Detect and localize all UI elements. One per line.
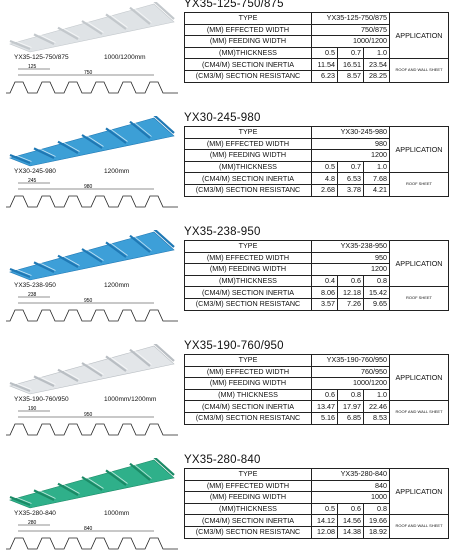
section-resistance-label: (CM3/M) SECTION RESISTANC: [185, 184, 312, 196]
width-caption: 1200mm: [104, 168, 130, 175]
spec-row-type: [185, 469, 449, 481]
type-label: TYPE: [185, 13, 312, 25]
model-caption: YX35-280-840: [14, 510, 56, 517]
spec-table: [184, 240, 449, 311]
effected-width-value: 750/875: [312, 24, 390, 36]
spec-row-type: [185, 13, 449, 25]
section-inertia-value: 11.54: [312, 59, 338, 71]
section-inertia-value: 14.12: [312, 515, 338, 527]
section-resistance-value: 5.16: [312, 412, 338, 424]
section-inertia-value: 13.47: [312, 401, 338, 413]
effected-width-label: (MM) EFFECTED WIDTH: [185, 138, 312, 150]
model-caption: YX35-238-950: [14, 282, 56, 289]
thickness-value: 0.5: [312, 503, 338, 515]
thickness-value: 0.7: [338, 161, 364, 173]
section-inertia-label: (CM4/M) SECTION INERTIA: [185, 515, 312, 527]
thickness-label: (MM)THICKNESS: [185, 275, 312, 287]
spec-table: [184, 468, 449, 539]
feeding-width-value: 1200: [312, 264, 390, 276]
thickness-label: (MM) THICKNESS: [185, 389, 312, 401]
product-section: [0, 342, 474, 445]
product-title: YX35-190-760/950: [184, 340, 284, 352]
feeding-width-value: 1000: [312, 492, 390, 504]
application-label: APPLICATION: [390, 355, 449, 401]
sheet-image: [4, 458, 176, 510]
dimension-label: 750: [84, 70, 93, 76]
type-value: YX35-280-840: [312, 469, 390, 481]
application-note: ROOF AND WALL SHEET: [390, 515, 449, 538]
profile-drawing: [4, 291, 180, 329]
thickness-value: 0.8: [364, 275, 390, 287]
width-caption: 1000/1200mm: [104, 54, 146, 61]
spec-row-section-inertia: [185, 173, 449, 185]
type-label: TYPE: [185, 355, 312, 367]
section-inertia-value: 8.06: [312, 287, 338, 299]
section-resistance-value: 9.65: [364, 298, 390, 310]
spec-table: [184, 354, 449, 425]
section-resistance-value: 8.57: [338, 70, 364, 82]
profile-drawing: [4, 405, 180, 443]
width-caption: 1000mm/1200mm: [104, 396, 157, 403]
product-illustration: [0, 456, 182, 559]
product-title: YX30-245-980: [184, 112, 261, 124]
effected-width-value: 950: [312, 252, 390, 264]
thickness-value: 1.0: [364, 47, 390, 59]
dimension-label: 280: [28, 520, 37, 526]
section-resistance-value: 4.21: [364, 184, 390, 196]
section-resistance-value: 2.68: [312, 184, 338, 196]
section-inertia-label: (CM4/M) SECTION INERTIA: [185, 401, 312, 413]
width-caption: 1000mm: [104, 510, 130, 517]
product-illustration: [0, 228, 182, 331]
thickness-label: (MM)THICKNESS: [185, 47, 312, 59]
profile-line: [6, 538, 178, 549]
feeding-width-label: (MM) FEEDING WIDTH: [185, 264, 312, 276]
feeding-width-label: (MM) FEEDING WIDTH: [185, 492, 312, 504]
feeding-width-value: 1000/1200: [312, 378, 390, 390]
type-value: YX30-245-980: [312, 127, 390, 139]
section-resistance-value: 6.23: [312, 70, 338, 82]
model-caption: YX35-190-760/950: [14, 396, 69, 403]
application-note: ROOF AND WALL SHEET: [390, 59, 449, 82]
section-resistance-label: (CM3/M) SECTION RESISTANC: [185, 298, 312, 310]
application-label: APPLICATION: [390, 241, 449, 287]
type-label: TYPE: [185, 241, 312, 253]
dimension-label: 190: [28, 406, 37, 412]
section-resistance-value: 3.57: [312, 298, 338, 310]
application-label: APPLICATION: [390, 127, 449, 173]
width-caption: 1200mm: [104, 282, 130, 289]
type-value: YX35-238-950: [312, 241, 390, 253]
profile-drawing: [4, 63, 180, 101]
spec-row-section-inertia: [185, 401, 449, 413]
product-title: YX35-125-750/875: [184, 0, 284, 10]
thickness-value: 0.4: [312, 275, 338, 287]
section-inertia-value: 15.42: [364, 287, 390, 299]
application-label: APPLICATION: [390, 469, 449, 515]
section-inertia-label: (CM4/M) SECTION INERTIA: [185, 287, 312, 299]
product-illustration: [0, 342, 182, 445]
effected-width-label: (MM) EFFECTED WIDTH: [185, 24, 312, 36]
feeding-width-label: (MM) FEEDING WIDTH: [185, 36, 312, 48]
product-illustration: [0, 0, 182, 103]
section-inertia-value: 17.97: [338, 401, 364, 413]
profile-line: [6, 310, 178, 321]
thickness-value: 1.0: [364, 389, 390, 401]
dimension-label: 125: [28, 64, 37, 70]
profile-line: [6, 424, 178, 435]
dimension-label: 950: [84, 412, 93, 418]
model-caption: YX35-125-750/875: [14, 54, 69, 61]
section-resistance-value: 6.85: [338, 412, 364, 424]
section-resistance-value: 12.08: [312, 526, 338, 538]
product-illustration: [0, 114, 182, 217]
thickness-value: 0.5: [312, 47, 338, 59]
spec-table: [184, 126, 449, 197]
dimension-label: 980: [84, 184, 93, 190]
product-section: [0, 114, 474, 217]
thickness-label: (MM)THICKNESS: [185, 503, 312, 515]
section-resistance-value: 28.25: [364, 70, 390, 82]
thickness-value: 0.6: [338, 275, 364, 287]
section-resistance-label: (CM3/M) SECTION RESISTANC: [185, 526, 312, 538]
thickness-value: 0.8: [338, 389, 364, 401]
section-resistance-value: 8.53: [364, 412, 390, 424]
thickness-value: 0.7: [338, 47, 364, 59]
section-resistance-label: (CM3/M) SECTION RESISTANC: [185, 70, 312, 82]
dimension-label: 840: [84, 526, 93, 532]
type-label: TYPE: [185, 469, 312, 481]
section-resistance-value: 7.26: [338, 298, 364, 310]
type-label: TYPE: [185, 127, 312, 139]
type-value: YX35-190-760/950: [312, 355, 390, 367]
product-section: [0, 456, 474, 559]
spec-row-section-inertia: [185, 287, 449, 299]
spec-row-type: [185, 127, 449, 139]
spec-row-type: [185, 355, 449, 367]
application-note: ROOF SHEET: [390, 287, 449, 310]
product-title: YX35-238-950: [184, 226, 261, 238]
section-resistance-value: 14.38: [338, 526, 364, 538]
section-resistance-value: 3.78: [338, 184, 364, 196]
spec-row-type: [185, 241, 449, 253]
thickness-value: 0.8: [364, 503, 390, 515]
profile-drawing: [4, 177, 180, 215]
effected-width-value: 760/950: [312, 366, 390, 378]
thickness-value: 0.5: [312, 161, 338, 173]
section-resistance-value: 18.92: [364, 526, 390, 538]
sheet-image: [4, 344, 176, 396]
thickness-value: 1.0: [364, 161, 390, 173]
product-section: [0, 228, 474, 331]
feeding-width-value: 1200: [312, 150, 390, 162]
spec-table: [184, 12, 449, 83]
dimension-label: 238: [28, 292, 37, 298]
product-title: YX35-280-840: [184, 454, 261, 466]
section-inertia-value: 7.68: [364, 173, 390, 185]
sheet-image: [4, 116, 176, 168]
section-inertia-value: 4.8: [312, 173, 338, 185]
type-value: YX35-125-750/875: [312, 13, 390, 25]
feeding-width-label: (MM) FEEDING WIDTH: [185, 378, 312, 390]
section-inertia-value: 14.56: [338, 515, 364, 527]
dimension-label: 245: [28, 178, 37, 184]
section-inertia-label: (CM4/M) SECTION INERTIA: [185, 59, 312, 71]
profile-line: [6, 196, 178, 207]
section-inertia-value: 23.54: [364, 59, 390, 71]
section-inertia-value: 6.53: [338, 173, 364, 185]
spec-row-section-inertia: [185, 515, 449, 527]
section-inertia-label: (CM4/M) SECTION INERTIA: [185, 173, 312, 185]
effected-width-value: 980: [312, 138, 390, 150]
spec-row-section-inertia: [185, 59, 449, 71]
feeding-width-label: (MM) FEEDING WIDTH: [185, 150, 312, 162]
application-note: ROOF AND WALL SHEET: [390, 401, 449, 424]
application-note: ROOF SHEET: [390, 173, 449, 196]
effected-width-label: (MM) EFFECTED WIDTH: [185, 252, 312, 264]
effected-width-value: 840: [312, 480, 390, 492]
sheet-image: [4, 230, 176, 282]
product-section: [0, 0, 474, 103]
section-inertia-value: 19.66: [364, 515, 390, 527]
section-inertia-value: 16.51: [338, 59, 364, 71]
application-label: APPLICATION: [390, 13, 449, 59]
feeding-width-value: 1000/1200: [312, 36, 390, 48]
dimension-label: 950: [84, 298, 93, 304]
effected-width-label: (MM) EFFECTED WIDTH: [185, 480, 312, 492]
section-resistance-label: (CM3/M) SECTION RESISTANC: [185, 412, 312, 424]
sheet-image: [4, 2, 176, 54]
thickness-value: 0.6: [312, 389, 338, 401]
thickness-value: 0.6: [338, 503, 364, 515]
section-inertia-value: 12.18: [338, 287, 364, 299]
profile-line: [6, 82, 178, 93]
section-inertia-value: 22.46: [364, 401, 390, 413]
effected-width-label: (MM) EFFECTED WIDTH: [185, 366, 312, 378]
thickness-label: (MM)THICKNESS: [185, 161, 312, 173]
profile-drawing: [4, 519, 180, 557]
model-caption: YX30-245-980: [14, 168, 56, 175]
